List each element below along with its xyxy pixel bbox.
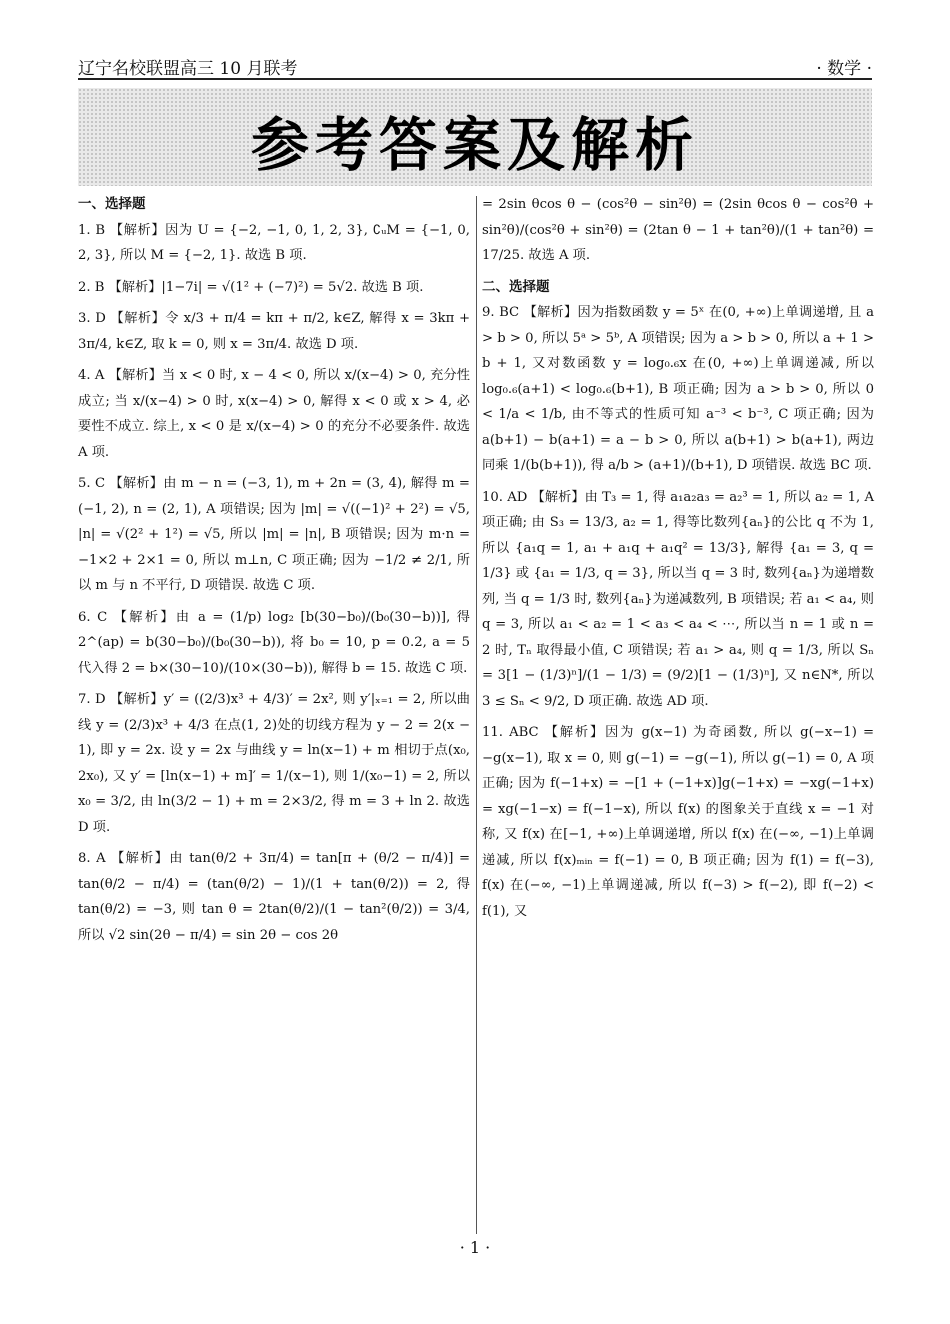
column-divider	[476, 196, 477, 1234]
left-column	[78, 192, 470, 948]
answer-4: 4. A 【解析】当 x < 0 时, x − 4 < 0, 所以 x/(x−4) > 0, 充分性成立; 当 x/(x−4) > 0 时, x(x−4) > 0, 解得 x < 0 或 x > 4, 必要性不成立. 综上, x < 0 是 x/(x−4) > 0 的充分不必要条件. 故选 A 项.	[78, 368, 470, 460]
right-column	[482, 192, 874, 924]
section-heading-choice: 一、选择题	[78, 196, 146, 212]
answer-3: 3. D 【解析】令 x/3 + π/4 = kπ + π/2, k∈Z, 解得 x = 3kπ + 3π/4, k∈Z, 取 k = 0, 则 x = 3π/4. 故选 D 项.	[78, 311, 470, 352]
subject-label: · 数学 ·	[816, 59, 872, 79]
exam-name: 辽宁名校联盟高三 10 月联考	[78, 59, 298, 79]
page-title: 参考答案及解析	[250, 111, 699, 179]
answer-11: 11. ABC 【解析】因为 g(x−1) 为奇函数, 所以 g(−x−1) = −g(x−1), 取 x = 0, 则 g(−1) = −g(−1), 所以 g(−1) = 0, A 项正确; 因为 f(−1+x) = −[1 + (−1+x)]g(−1+x) = −xg(−1+x) = xg(−1−x) = f(−1−x), 所以 f(x) 的图象关于直线 x = −1 对称, 又 f(x) 在[−1, +∞)上单调递增, 所以 f(x) 在(−∞, −1)上单调递减, 所以 f(x)ₘᵢₙ = f(−1) = 0, B 项正确; 因为 f(1) = f(−3), f(x) 在(−∞, −1)上单调递减, 所以 f(−3) > f(−2), 即 f(−2) < f(1), 又	[482, 725, 874, 919]
answer-9: 9. BC 【解析】因为指数函数 y = 5ˣ 在(0, +∞)上单调递增, 且 a > b > 0, 所以 5ᵃ > 5ᵇ, A 项错误; 因为 a > b > 0, 所以 a + 1 > b + 1, 又对数函数 y = log₀.₆x 在(0, +∞)上单调递减, 所以 log₀.₆(a+1) < log₀.₆(b+1), B 项正确; 因为 a > b > 0, 所以 0 < 1/a < 1/b, 由不等式的性质可知 a⁻³ < b⁻³, C 项正确; 因为 a(b+1) − b(a+1) = a − b > 0, 所以 a(b+1) > b(a+1), 两边同乘 1/(b(b+1)), 得 a/b > (a+1)/(b+1), D 项错误. 故选 BC 项.	[482, 305, 874, 473]
section-heading-multi: 二、选择题	[482, 278, 550, 295]
page-header	[78, 52, 872, 80]
answer-5: 5. C 【解析】由 m − n = (−3, 1), m + 2n = (3, 4), 解得 m = (−1, 2), n = (2, 1), A 项错误; 因为 |m| = √((−1)² + 2²) = √5, |n| = √(2² + 1²) = √5, 所以 |m| = |n|, B 项错误; 因为 m·n = −1×2 + 2×1 = 0, 所以 m⊥n, C 项正确; 因为 −1/2 ≠ 2/1, 所以 m 与 n 不平行, D 项错误. 故选 C 项.	[78, 476, 470, 593]
page-number: · 1 ·	[459, 1238, 491, 1257]
answer-2: 2. B 【解析】|1−7i| = √(1² + (−7)²) = 5√2. 故选 B 项.	[78, 279, 424, 295]
answer-1: 1. B 【解析】因为 U = {−2, −1, 0, 1, 2, 3}, ∁ᵤM = {−1, 0, 2, 3}, 所以 M = {−2, 1}. 故选 B 项.	[78, 222, 470, 263]
answer-10: 10. AD 【解析】由 T₃ = 1, 得 a₁a₂a₃ = a₂³ = 1, 所以 a₂ = 1, A 项正确; 由 S₃ = 13/3, a₂ = 1, 得等比数列{aₙ}的公比 q 不为 1, 所以 {a₁q = 1, a₁ + a₁q + a₁q² = 13/3}, 解得 {a₁ = 3, q = 1/3} 或 {a₁ = 1/3, q = 3}, 所以当 q = 3 时, 数列{aₙ}为递增数列, 当 q = 1/3 时, 数列{aₙ}为递减数列, B 项错误; 若 a₁ < a₄, 则 q = 3, 所以 a₁ < a₂ = 1 < a₃ < a₄ < ⋯, 所以当 n = 1 或 n = 2 时, Tₙ 取得最小值, C 项错误; 若 a₁ > a₄, 则 q = 1/3, 所以 Sₙ = 3[1 − (1/3)ⁿ]/(1 − 1/3) = (9/2)[1 − (1/3)ⁿ], 又 n∈N*, 所以 3 ≤ Sₙ < 9/2, D 项正确. 故选 AD 项.	[482, 489, 874, 709]
answer-7: 7. D 【解析】y′ = ((2/3)x³ + 4/3)′ = 2x², 则 y′|ₓ₌₁ = 2, 所以曲线 y = (2/3)x³ + 4/3 在点(1, 2)处的切线方程为 y − 2 = 2(x − 1), 即 y = 2x. 设 y = 2x 与曲线 y = ln(x−1) + m 相切于点(x₀, 2x₀), 又 y′ = [ln(x−1) + m]′ = 1/(x−1), 则 1/(x₀−1) = 2, 所以 x₀ = 3/2, 由 ln(3/2 − 1) + m = 2×3/2, 得 m = 3 + ln 2. 故选 D 项.	[78, 692, 470, 835]
answer-8: 8. A 【解析】由 tan(θ/2 + 3π/4) = tan[π + (θ/2 − π/4)] = tan(θ/2 − π/4) = (tan(θ/2) − 1)/(1 + tan(θ/2)) = 2, 得 tan(θ/2) = −3, 则 tan θ = 2tan(θ/2)/(1 − tan²(θ/2)) = 3/4, 所以 √2 sin(2θ − π/4) = sin 2θ − cos 2θ	[78, 851, 470, 943]
answer-6: 6. C 【解析】由 a = (1/p) log₂ [b(30−b₀)/(b₀(30−b))], 得 2^(ap) = b(30−b₀)/(b₀(30−b)), 将 b₀ = 10, p = 0.2, a = 5 代入得 2 = b×(30−10)/(10×(30−b)), 解得 b = 15. 故选 C 项.	[78, 609, 470, 676]
answer-8-continued: = 2sin θcos θ − (cos²θ − sin²θ) = (2sin θcos θ − cos²θ + sin²θ)/(cos²θ + sin²θ) = (2tan θ − 1 + tan²θ)/(1 + tan²θ) = 17/25. 故选 A 项.	[482, 197, 874, 263]
title-banner	[78, 88, 872, 186]
